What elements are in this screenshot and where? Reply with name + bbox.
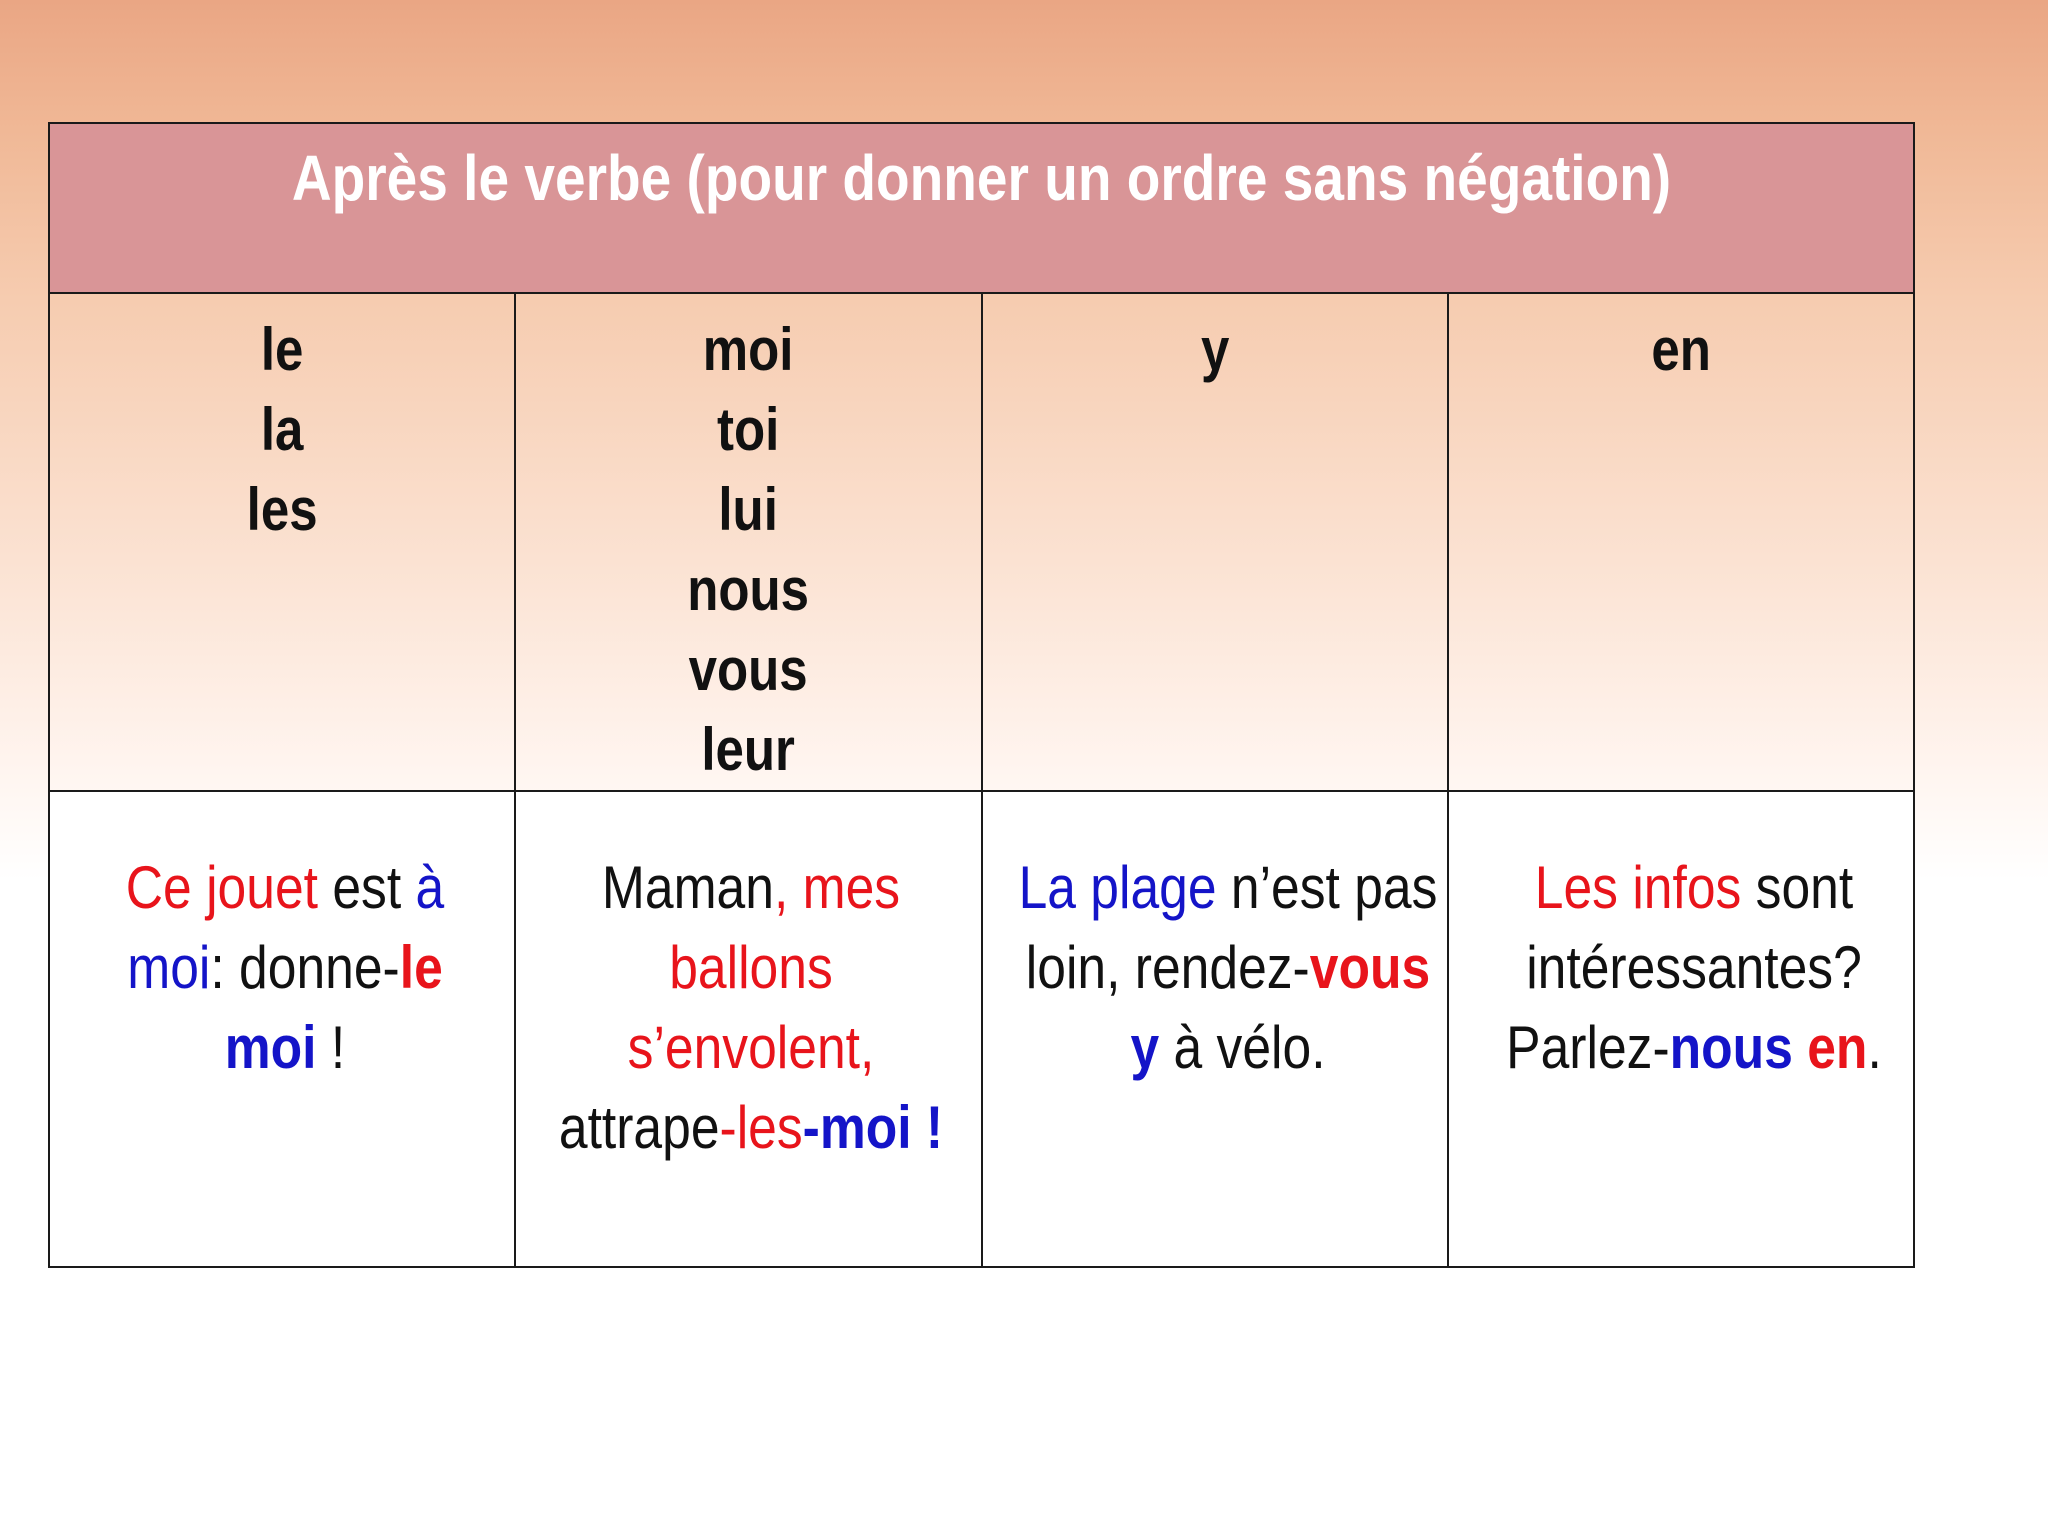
example-cell-2 (515, 791, 981, 1267)
example-cell-4 (1448, 791, 1914, 1267)
pronoun-list (1449, 294, 1913, 390)
example-segment: en (1806, 1014, 1868, 1081)
example-segment: -les (719, 1094, 803, 1161)
example-segment: n’est pas loin, rendez- (1025, 854, 1437, 1001)
example-segment: ! (316, 1014, 346, 1081)
example-segment: nous (1669, 1014, 1793, 1081)
pronoun-list (983, 294, 1447, 390)
pronoun-item: la (260, 396, 304, 463)
example-segment: La plage (1018, 854, 1217, 921)
example-sentence (1017, 792, 1438, 1088)
example-segment: à moi (127, 854, 445, 1001)
example-segment: y (1129, 1014, 1159, 1081)
example-segment: : donne- (210, 934, 400, 1001)
pronoun-cell-le-la-les (49, 293, 515, 791)
pronoun-item: nous (687, 556, 810, 623)
pronoun-item: lui (718, 476, 779, 543)
example-segment: est (317, 854, 416, 921)
pronoun-cell-en (1448, 293, 1914, 791)
example-segment: moi (224, 1014, 317, 1081)
example-sentence (1483, 792, 1904, 1088)
example-segment: -moi ! (802, 1094, 944, 1161)
example-segment: . (1867, 1014, 1882, 1081)
pronoun-item: les (246, 476, 318, 543)
example-sentence (549, 792, 953, 1168)
pronoun-item: toi (717, 396, 780, 463)
pronoun-cell-personal (515, 293, 981, 791)
pronoun-list (516, 294, 980, 790)
pronoun-item: y (1200, 316, 1229, 383)
pronoun-item: vous (688, 636, 808, 703)
example-segment: Maman (602, 854, 775, 921)
example-segment: sont intéressantes? Parlez- (1505, 854, 1862, 1081)
example-cell-1 (49, 791, 515, 1267)
pronoun-order-table (48, 122, 1915, 1268)
example-sentence (83, 792, 487, 1088)
pronoun-item: moi (703, 316, 794, 383)
example-segment: attrape (559, 1094, 720, 1161)
example-segment: Ce jouet (125, 854, 318, 921)
example-segment: vous (1309, 934, 1430, 1001)
table-header (49, 123, 1914, 293)
table-title: Après le verbe (pour donner un ordre sans négation) (291, 142, 1672, 214)
pronoun-item: en (1651, 316, 1711, 383)
example-segment: le (399, 934, 443, 1001)
example-segment: Les infos (1534, 854, 1742, 921)
pronoun-item: le (260, 316, 304, 383)
pronoun-list (50, 294, 514, 550)
pronoun-item: leur (701, 716, 796, 783)
example-segment: à vélo. (1158, 1014, 1326, 1081)
example-segment: , mes ballons s’envolent, (627, 854, 901, 1081)
example-cell-3 (982, 791, 1448, 1267)
pronoun-cell-y (982, 293, 1448, 791)
